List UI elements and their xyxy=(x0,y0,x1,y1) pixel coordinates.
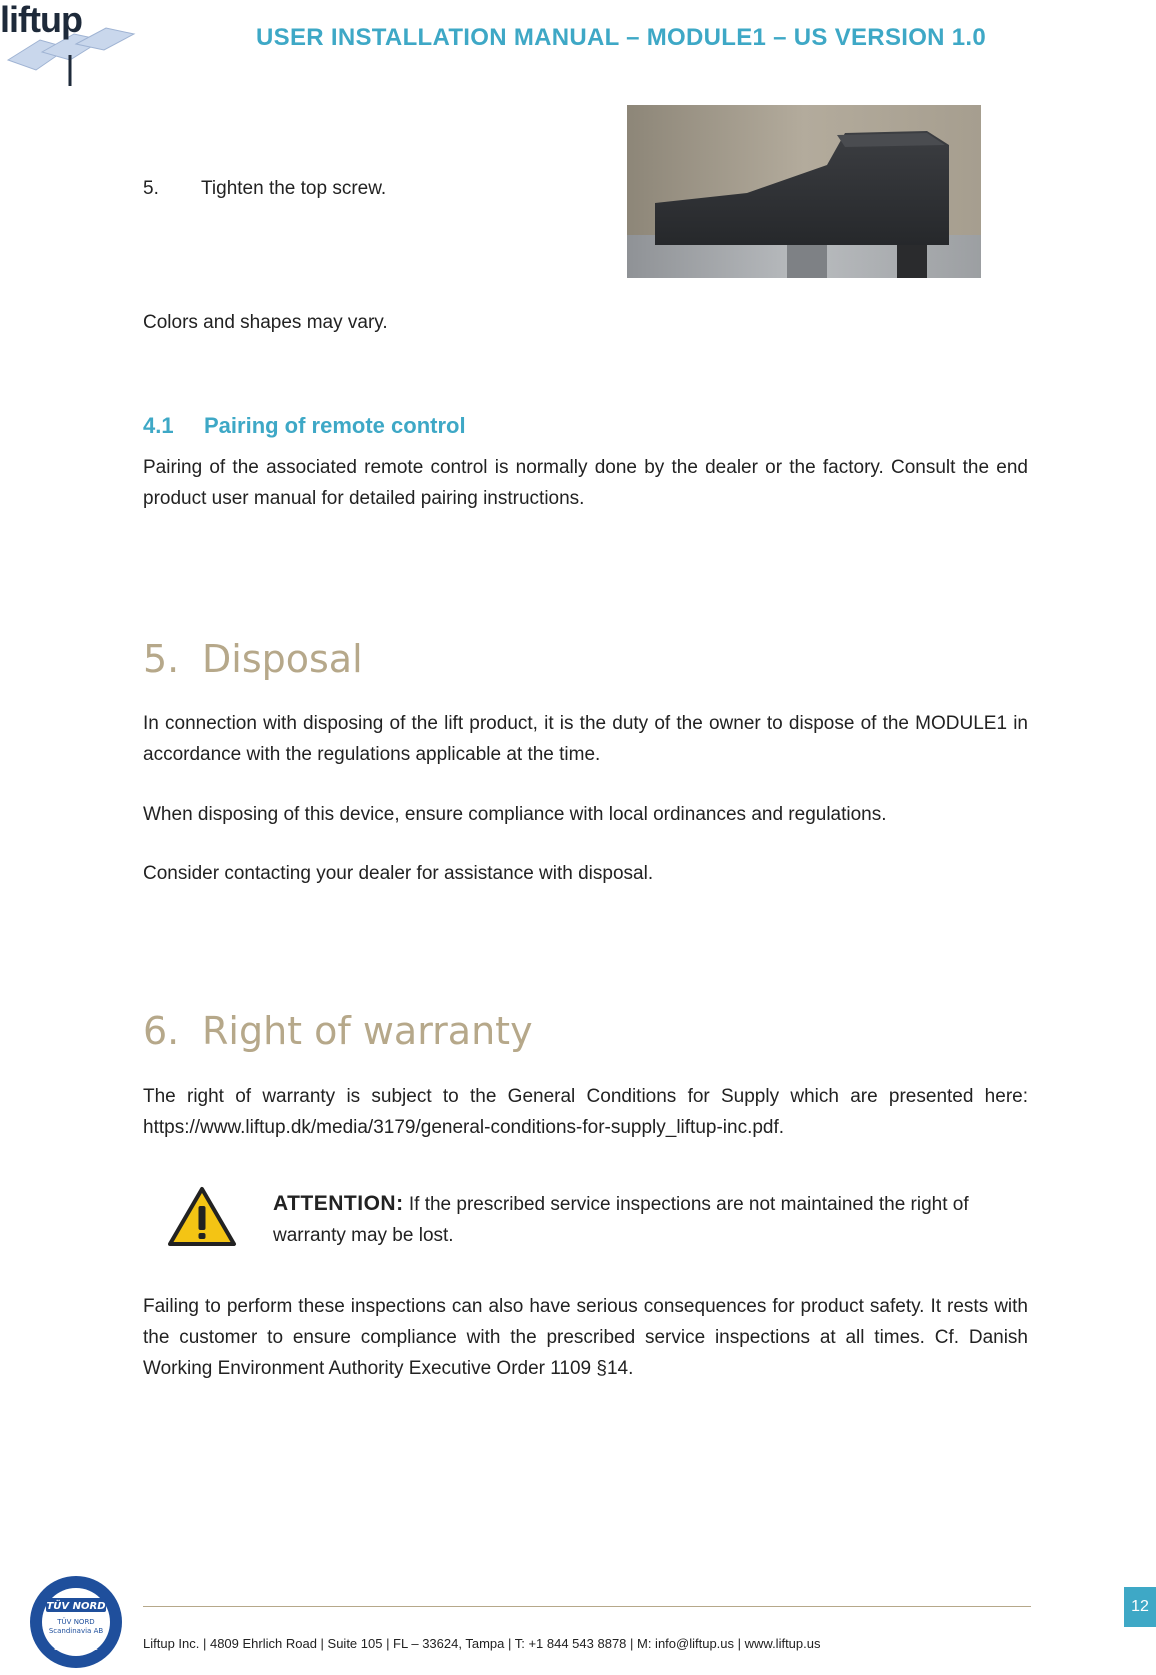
section-6-heading xyxy=(143,1009,533,1053)
footer-contact: Liftup Inc. | 4809 Ehrlich Road | Suite 105 | FL – 33624, Tampa | T: +1 844 543 8878 | M: info@liftup.us | www.liftup.us xyxy=(143,1636,821,1651)
tuv-nord-certification-seal xyxy=(28,1574,124,1670)
disposal-paragraph: Consider contacting your dealer for assistance with disposal. xyxy=(143,863,654,884)
section-number: 5. xyxy=(143,637,180,681)
step-5 xyxy=(143,178,386,200)
liftup-logo xyxy=(0,0,140,90)
warranty-closing: Failing to perform these inspections can also have serious consequences for product safety. It rests with the customer to ensure compliance with the prescribed service inspections at all times. Cf. Danish Working Environment Authority Executive Order 1109 §14. xyxy=(143,1296,1028,1379)
attention-note xyxy=(273,1188,1033,1251)
document-title: USER INSTALLATION MANUAL – MODULE1 – US VERSION 1.0 xyxy=(256,24,987,51)
top-screw-photo xyxy=(627,105,981,278)
section-4-1-heading xyxy=(143,413,466,439)
seal-line: Scandinavia AB xyxy=(48,1627,104,1635)
logo-wordmark: liftup xyxy=(0,0,82,40)
footer-divider xyxy=(143,1606,1031,1607)
page-number: 12 xyxy=(1124,1587,1156,1627)
seal-line: TÜV NORD xyxy=(57,1618,95,1626)
warning-triangle-icon xyxy=(167,1186,237,1248)
warranty-intro: The right of warranty is subject to the General Conditions for Supply which are presented here: https://www.liftup.dk/media/3179/general-conditions-for-supply_liftup-inc.pdf. xyxy=(143,1086,1028,1138)
section-title: Disposal xyxy=(202,637,363,681)
disposal-paragraph: When disposing of this device, ensure compliance with local ordinances and regulations. xyxy=(143,804,887,825)
section-4-1-body: Pairing of the associated remote control is normally done by the dealer or the factory. Consult the end product user manual for detailed pairing instructions. xyxy=(143,457,1028,509)
attention-text: If the prescribed service inspections are not maintained the right of warranty may be lost. xyxy=(273,1194,969,1246)
section-5-heading xyxy=(143,637,363,681)
step-text: Tighten the top screw. xyxy=(201,178,387,199)
attention-label: ATTENTION: xyxy=(273,1192,404,1215)
step-number: 5. xyxy=(143,178,159,199)
section-number: 6. xyxy=(143,1009,180,1053)
seal-brand: TÜV NORD xyxy=(46,1601,106,1612)
seal-line: EN ISO 9001 xyxy=(54,1644,98,1652)
section-title: Pairing of remote control xyxy=(204,413,466,438)
disposal-paragraph: In connection with disposing of the lift product, it is the duty of the owner to dispose of the MODULE1 in accordance with the regulations applicable at the time. xyxy=(143,713,1028,765)
color-note: Colors and shapes may vary. xyxy=(143,312,388,333)
section-number: 4.1 xyxy=(143,413,174,438)
section-title: Right of warranty xyxy=(202,1009,533,1053)
